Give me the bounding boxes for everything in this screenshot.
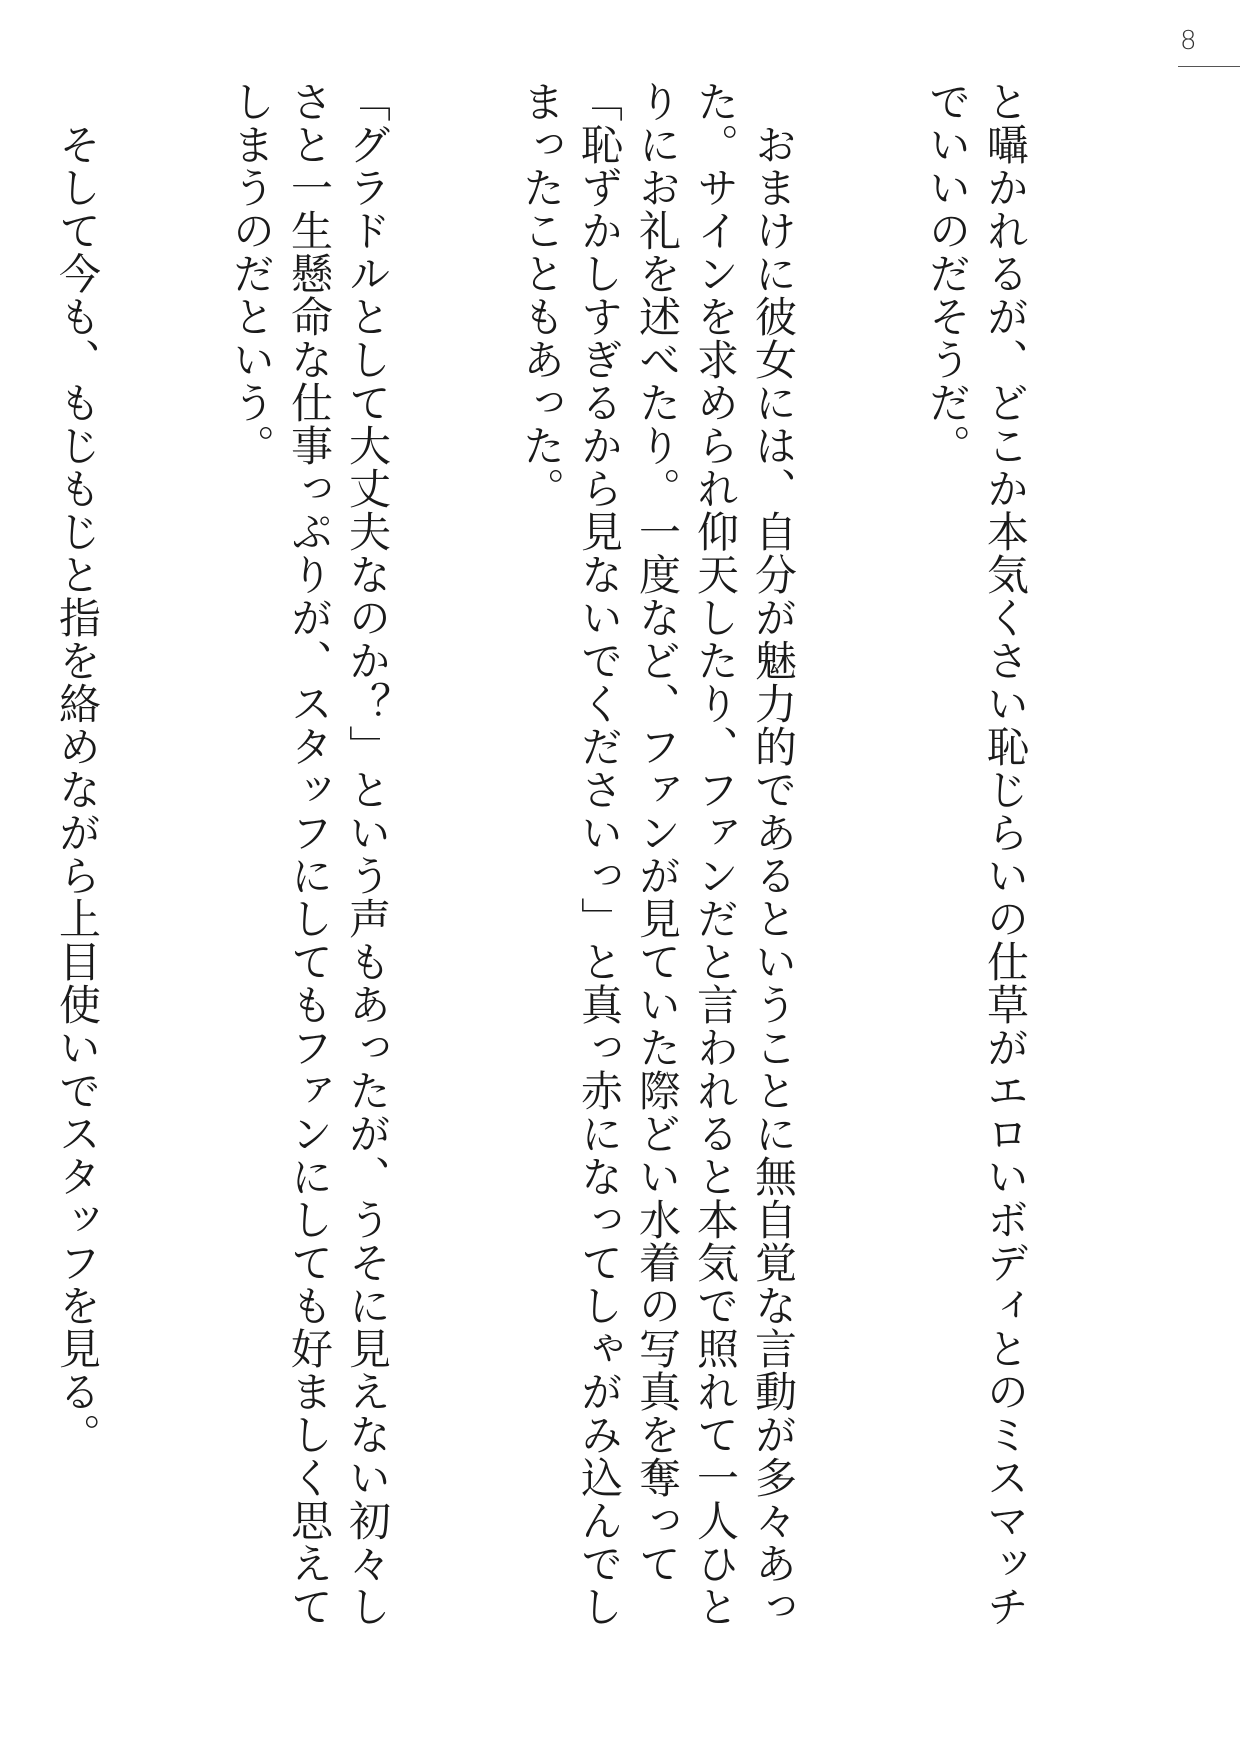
header-rule — [1178, 66, 1240, 67]
page-number: 8 — [1180, 26, 1197, 56]
paragraph-1: と囁かれるが、どこか本気くさい恥じらいの仕草がエロいボディとのミスマッチでいいのだそうだ。 — [923, 80, 1030, 1628]
vertical-text-body — [53, 80, 1150, 1660]
paragraph-3: 「グラドルとして大丈夫なのか？」という声もあったが、うそに見えない初々しさと一生懸命な仕事っぷりが、スタッフにしてもファンにしても好ましく思えてしまうのだという。 — [227, 80, 392, 1628]
paragraph-2: おまけに彼女には、自分が魅力的であるということに無自覚な言動が多々あった。サインを求められ仰天したり、ファンだと言われると本気で照れて一人ひとりにお礼を述べたり。一度など、ファンが見ていた際どい水着の写真を奪って「恥ずかしすぎるから見ないでくださいっ」と真っ赤になってしゃがみ込んでしまったこともあった。 — [517, 80, 798, 1628]
paragraph-4: そして今も、もじもじと指を絡めながら上目使いでスタッフを見る。 — [53, 80, 102, 1456]
